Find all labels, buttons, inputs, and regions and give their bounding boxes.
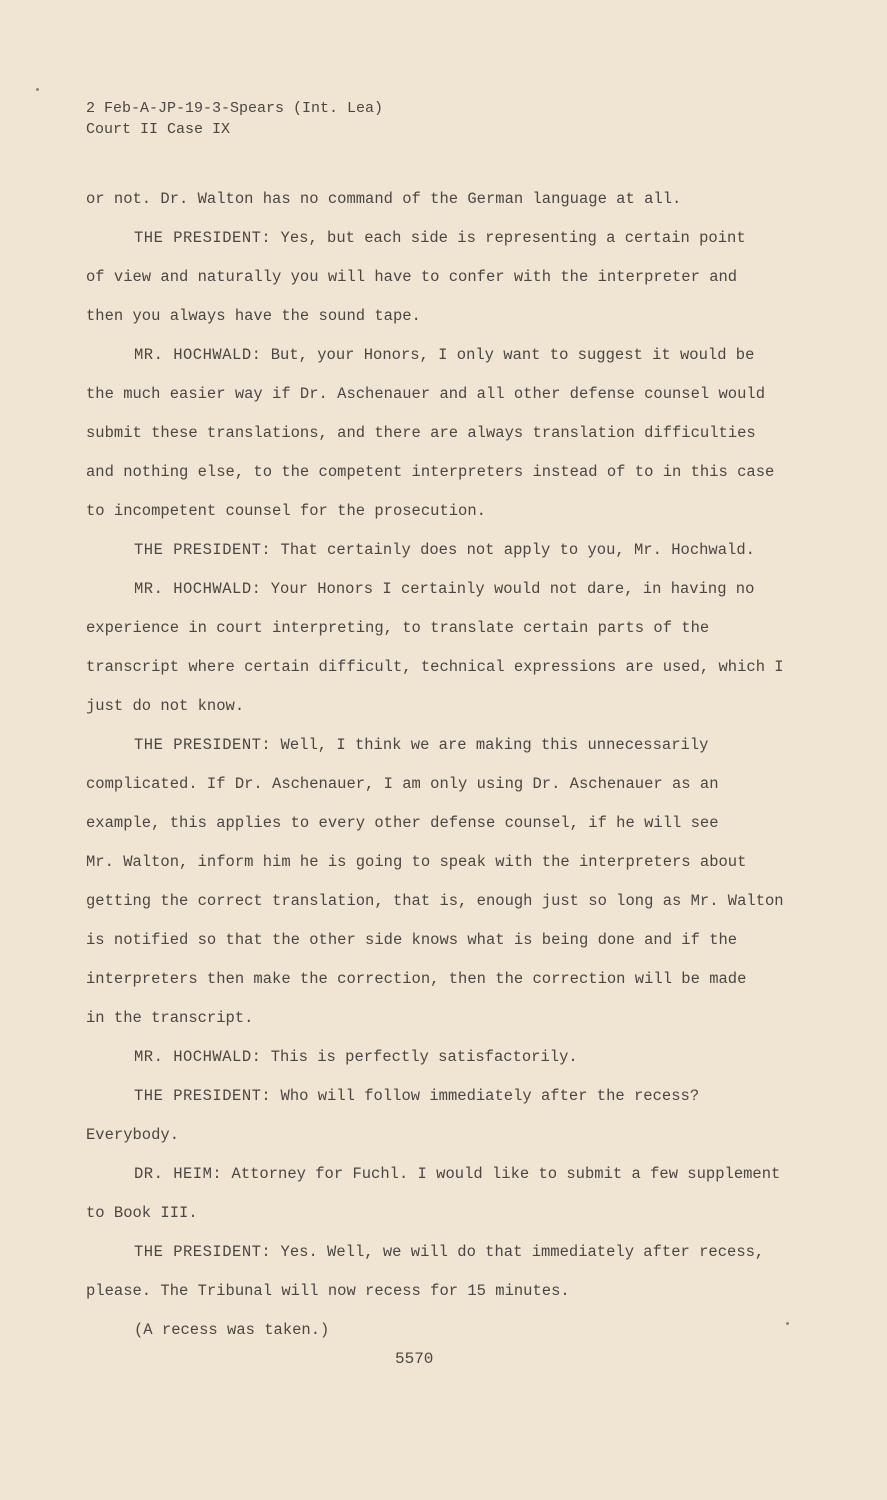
speaker-label: MR. HOCHWALD: <box>134 580 262 598</box>
transcript-line <box>86 576 816 615</box>
line-text: (A recess was taken.) <box>134 1321 330 1339</box>
transcript-line <box>86 498 816 537</box>
line-text: This is perfectly satisfactorily. <box>270 1048 578 1066</box>
line-text: Everybody. <box>86 1126 180 1144</box>
line-text: then you always have the sound tape. <box>86 307 421 325</box>
transcript-line <box>86 1161 816 1200</box>
speaker-label: THE PRESIDENT: <box>134 1087 272 1105</box>
speaker-label: THE PRESIDENT: <box>134 541 272 559</box>
transcript-line <box>86 303 816 342</box>
transcript-line <box>86 771 816 810</box>
line-text: Yes. Well, we will do that immediately after recess, <box>280 1243 765 1261</box>
line-text: Mr. Walton, inform him he is going to speak with the interpreters about <box>86 853 747 871</box>
transcript-line <box>86 264 816 303</box>
speaker-label: THE PRESIDENT: <box>134 229 272 247</box>
transcript-body <box>86 186 816 1356</box>
transcript-line <box>86 615 816 654</box>
line-text: submit these translations, and there are always translation difficulties <box>86 424 756 442</box>
speaker-label: MR. HOCHWALD: <box>134 1048 262 1066</box>
line-text: just do not know. <box>86 697 245 715</box>
line-text: Yes, but each side is representing a certain point <box>280 229 746 247</box>
line-text: the much easier way if Dr. Aschenauer and all other defense counsel would <box>86 385 766 403</box>
line-text: is notified so that the other side knows what is being done and if the <box>86 931 738 949</box>
line-text: to incompetent counsel for the prosecution. <box>86 502 486 520</box>
line-text: transcript where certain difficult, technical expressions are used, which I <box>86 658 784 676</box>
line-text: That certainly does not apply to you, Mr. Hochwald. <box>280 541 755 559</box>
transcript-line <box>86 420 816 459</box>
transcript-line <box>86 537 816 576</box>
header-line-1: 2 Feb-A-JP-19-3-Spears (Int. Lea) <box>86 100 384 117</box>
document-header <box>86 98 383 140</box>
transcript-line <box>86 381 816 420</box>
line-text: in the transcript. <box>86 1009 254 1027</box>
transcript-line <box>86 810 816 849</box>
speaker-label: THE PRESIDENT: <box>134 736 272 754</box>
transcript-line <box>86 1083 816 1122</box>
line-text: and nothing else, to the competent interpreters instead of to in this case <box>86 463 775 481</box>
transcript-line <box>86 693 816 732</box>
header-line-2: Court II Case IX <box>86 121 231 138</box>
transcript-line <box>86 342 816 381</box>
line-text: Your Honors I certainly would not dare, in having no <box>270 580 755 598</box>
transcript-line <box>86 927 816 966</box>
line-text: to Book III. <box>86 1204 198 1222</box>
transcript-line <box>86 1278 816 1317</box>
transcript-line <box>86 1200 816 1239</box>
transcript-line <box>86 849 816 888</box>
line-text: of view and naturally you will have to confer with the interpreter and <box>86 268 738 286</box>
transcript-line <box>86 654 816 693</box>
transcript-line <box>86 1122 816 1161</box>
transcript-line <box>86 1317 816 1356</box>
speaker-label: DR. HEIM: <box>134 1165 223 1183</box>
line-text: getting the correct translation, that is, enough just so long as Mr. Walton <box>86 892 784 910</box>
line-text: But, your Honors, I only want to suggest it would be <box>270 346 755 364</box>
speaker-label: MR. HOCHWALD: <box>134 346 262 364</box>
transcript-line <box>86 966 816 1005</box>
line-text: example, this applies to every other defense counsel, if he will see <box>86 814 719 832</box>
transcript-line <box>86 1005 816 1044</box>
transcript-line <box>86 186 816 225</box>
paper-speck <box>36 88 39 91</box>
line-text: interpreters then make the correction, then the correction will be made <box>86 970 747 988</box>
line-text: please. The Tribunal will now recess for 15 minutes. <box>86 1282 570 1300</box>
line-text: or not. Dr. Walton has no command of the German language at all. <box>86 190 682 208</box>
transcript-line <box>86 1044 816 1083</box>
line-text: experience in court interpreting, to translate certain parts of the <box>86 619 710 637</box>
line-text: Attorney for Fuchl. I would like to submit a few supplement <box>231 1165 781 1183</box>
speaker-label: THE PRESIDENT: <box>134 1243 272 1261</box>
transcript-line <box>86 225 816 264</box>
transcript-line <box>86 459 816 498</box>
transcript-line <box>86 732 816 771</box>
transcript-line <box>86 1239 816 1278</box>
page-number: 5570 <box>395 1350 434 1368</box>
line-text: complicated. If Dr. Aschenauer, I am only using Dr. Aschenauer as an <box>86 775 719 793</box>
line-text: Well, I think we are making this unnecessarily <box>280 736 709 754</box>
line-text: Who will follow immediately after the recess? <box>280 1087 700 1105</box>
transcript-line <box>86 888 816 927</box>
